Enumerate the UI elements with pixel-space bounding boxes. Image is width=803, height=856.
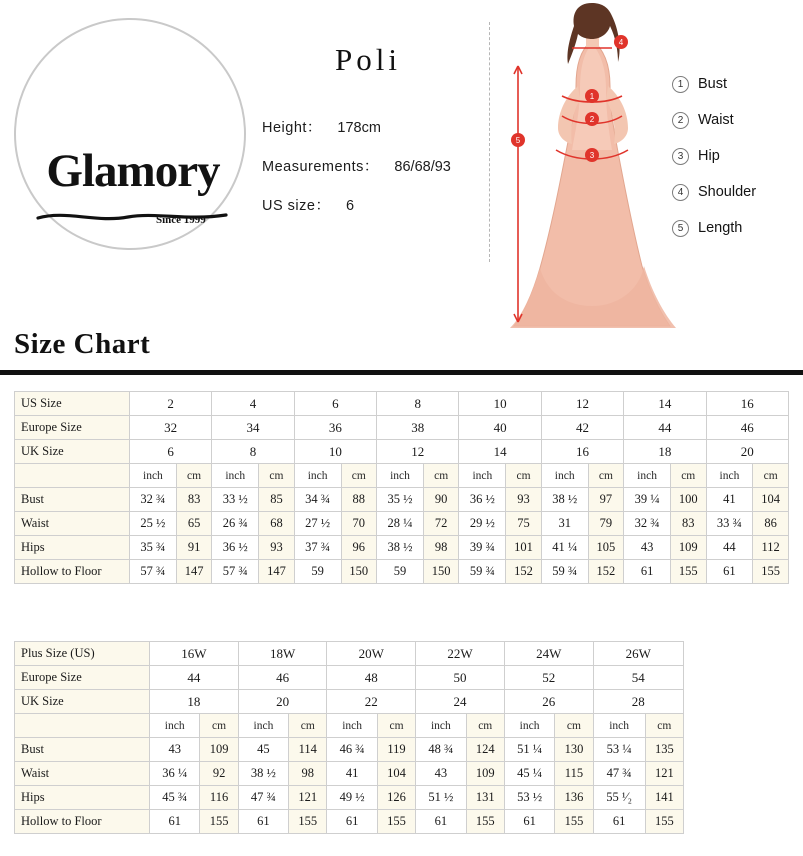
cell: 35 ¾ <box>130 536 177 560</box>
size-chart-title: Size Chart <box>14 328 151 360</box>
cell: 141 <box>645 786 683 810</box>
cell: 2 <box>130 392 212 416</box>
cell: 54 <box>593 666 683 690</box>
cell: 97 <box>588 488 624 512</box>
table-row <box>15 392 789 416</box>
unit-cell: inch <box>212 464 259 488</box>
cell: 8 <box>377 392 459 416</box>
cell: 155 <box>377 810 415 834</box>
model-figure <box>500 0 690 335</box>
unit-cell: inch <box>294 464 341 488</box>
cell: 88 <box>341 488 377 512</box>
svg-text:3: 3 <box>589 151 595 160</box>
table-row <box>15 738 684 762</box>
cell: 57 ¾ <box>212 560 259 584</box>
cell: 55 ¹⁄₂ <box>593 786 645 810</box>
cell: 147 <box>259 560 295 584</box>
row-header-empty <box>15 464 130 488</box>
cell: 150 <box>341 560 377 584</box>
table-row-units <box>15 714 684 738</box>
cell: 109 <box>466 762 504 786</box>
spec-separator: ： <box>306 120 322 136</box>
cell: 147 <box>176 560 212 584</box>
row-header: Waist <box>15 512 130 536</box>
cell: 115 <box>555 762 593 786</box>
cell: 28 <box>593 690 683 714</box>
cell: 92 <box>200 762 238 786</box>
unit-cell: cm <box>259 464 295 488</box>
unit-cell: inch <box>327 714 377 738</box>
cell: 20 <box>238 690 327 714</box>
cell: 72 <box>423 512 459 536</box>
row-header: Hips <box>15 786 150 810</box>
unit-cell: inch <box>459 464 506 488</box>
cell: 135 <box>645 738 683 762</box>
cell: 48 ¾ <box>416 738 466 762</box>
brand-logo <box>14 18 250 254</box>
cell: 98 <box>289 762 327 786</box>
unit-cell: cm <box>423 464 459 488</box>
cell: 26 ¾ <box>212 512 259 536</box>
legend-item-waist <box>672 102 756 138</box>
table-row <box>15 440 789 464</box>
cell: 59 ¾ <box>459 560 506 584</box>
cell: 155 <box>670 560 706 584</box>
unit-cell: cm <box>377 714 415 738</box>
legend-label: Bust <box>698 76 728 92</box>
legend-number-icon: 2 <box>672 112 689 129</box>
cell: 16 <box>541 440 623 464</box>
cell: 37 ¾ <box>294 536 341 560</box>
spec-value: 6 <box>345 198 355 214</box>
legend-label: Hip <box>698 148 720 164</box>
cell: 35 ½ <box>377 488 424 512</box>
cell: 43 <box>416 762 466 786</box>
cell: 45 <box>238 738 288 762</box>
cell: 61 <box>238 810 288 834</box>
cell: 14 <box>459 440 541 464</box>
unit-cell: cm <box>555 714 593 738</box>
cell: 124 <box>466 738 504 762</box>
unit-cell: cm <box>341 464 377 488</box>
cell: 61 <box>327 810 377 834</box>
cell: 136 <box>555 786 593 810</box>
cell: 61 <box>416 810 466 834</box>
spec-value: 178cm <box>337 120 381 136</box>
product-model-name: Poli <box>335 42 401 77</box>
table-row <box>15 560 789 584</box>
cell: 68 <box>259 512 295 536</box>
cell: 91 <box>176 536 212 560</box>
legend-label: Shoulder <box>698 184 757 200</box>
cell: 16 <box>706 392 788 416</box>
cell: 32 ¾ <box>624 512 671 536</box>
cell: 49 ½ <box>327 786 377 810</box>
cell: 155 <box>555 810 593 834</box>
table-row <box>15 810 684 834</box>
cell: 33 ¾ <box>706 512 753 536</box>
cell: 16W <box>150 642 239 666</box>
cell: 42 <box>541 416 623 440</box>
cell: 33 ½ <box>212 488 259 512</box>
cell: 47 ¾ <box>593 762 645 786</box>
cell: 45 ¾ <box>150 786 200 810</box>
unit-cell: cm <box>289 714 327 738</box>
table-row <box>15 690 684 714</box>
legend-item-shoulder <box>672 174 756 210</box>
cell: 70 <box>341 512 377 536</box>
cell: 50 <box>416 666 505 690</box>
cell: 83 <box>176 488 212 512</box>
table-row <box>15 416 789 440</box>
unit-cell: inch <box>541 464 588 488</box>
cell: 155 <box>753 560 789 584</box>
legend-item-bust <box>672 66 756 102</box>
cell: 83 <box>670 512 706 536</box>
unit-cell: inch <box>377 464 424 488</box>
svg-text:4: 4 <box>618 38 624 47</box>
cell: 36 ½ <box>459 488 506 512</box>
cell: 20 <box>706 440 788 464</box>
cell: 59 ¾ <box>541 560 588 584</box>
cell: 36 ¼ <box>150 762 200 786</box>
cell: 44 <box>624 416 706 440</box>
legend-number-icon: 3 <box>672 148 689 165</box>
spec-value: 86/68/93 <box>394 159 451 175</box>
spec-row-measurements <box>262 155 451 176</box>
cell: 51 ¼ <box>504 738 554 762</box>
unit-cell: cm <box>176 464 212 488</box>
cell: 8 <box>212 440 294 464</box>
table-row <box>15 762 684 786</box>
unit-cell: cm <box>506 464 542 488</box>
model-illustration-icon <box>500 0 690 335</box>
cell: 34 ¾ <box>294 488 341 512</box>
cell: 79 <box>588 512 624 536</box>
svg-text:5: 5 <box>515 136 521 145</box>
cell: 22W <box>416 642 505 666</box>
title-rule-divider <box>0 370 803 375</box>
unit-cell: cm <box>200 714 238 738</box>
cell: 105 <box>588 536 624 560</box>
cell: 155 <box>645 810 683 834</box>
row-header: Bust <box>15 488 130 512</box>
cell: 53 ½ <box>504 786 554 810</box>
cell: 53 ¼ <box>593 738 645 762</box>
cell: 22 <box>327 690 416 714</box>
cell: 38 <box>377 416 459 440</box>
spec-label: US size <box>262 198 316 214</box>
cell: 59 <box>294 560 341 584</box>
cell: 119 <box>377 738 415 762</box>
legend-number-icon: 4 <box>672 184 689 201</box>
unit-cell: inch <box>238 714 288 738</box>
cell: 41 <box>706 488 753 512</box>
cell: 41 ¼ <box>541 536 588 560</box>
row-header: Plus Size (US) <box>15 642 150 666</box>
cell: 126 <box>377 786 415 810</box>
cell: 61 <box>150 810 200 834</box>
table-row-units <box>15 464 789 488</box>
unit-cell: cm <box>670 464 706 488</box>
cell: 46 ¾ <box>327 738 377 762</box>
row-header: UK Size <box>15 440 130 464</box>
row-header: US Size <box>15 392 130 416</box>
unit-cell: inch <box>130 464 177 488</box>
cell: 39 ¾ <box>459 536 506 560</box>
cell: 18W <box>238 642 327 666</box>
cell: 114 <box>289 738 327 762</box>
cell: 26 <box>504 690 593 714</box>
legend-number-icon: 5 <box>672 220 689 237</box>
cell: 96 <box>341 536 377 560</box>
cell: 57 ¾ <box>130 560 177 584</box>
unit-cell: inch <box>150 714 200 738</box>
row-header: Hollow to Floor <box>15 560 130 584</box>
table-row <box>15 786 684 810</box>
spec-row-us-size <box>262 194 451 215</box>
cell: 36 ½ <box>212 536 259 560</box>
cell: 152 <box>588 560 624 584</box>
cell: 24W <box>504 642 593 666</box>
cell: 61 <box>504 810 554 834</box>
cell: 12 <box>377 440 459 464</box>
unit-cell: cm <box>588 464 624 488</box>
cell: 109 <box>670 536 706 560</box>
spec-label: Measurements <box>262 159 364 175</box>
legend-label: Waist <box>698 112 734 128</box>
cell: 14 <box>624 392 706 416</box>
legend-item-hip <box>672 138 756 174</box>
cell: 32 ¾ <box>130 488 177 512</box>
cell: 152 <box>506 560 542 584</box>
cell: 39 ¼ <box>624 488 671 512</box>
table-row <box>15 488 789 512</box>
cell: 100 <box>670 488 706 512</box>
cell: 34 <box>212 416 294 440</box>
header-banner <box>0 0 803 335</box>
cell: 20W <box>327 642 416 666</box>
unit-cell: inch <box>706 464 753 488</box>
cell: 10 <box>459 392 541 416</box>
cell: 93 <box>506 488 542 512</box>
svg-text:1: 1 <box>589 92 595 101</box>
spec-label: Height <box>262 120 307 136</box>
cell: 155 <box>200 810 238 834</box>
cell: 44 <box>150 666 239 690</box>
cell: 36 <box>294 416 376 440</box>
row-header: Waist <box>15 762 150 786</box>
cell: 65 <box>176 512 212 536</box>
row-header-empty <box>15 714 150 738</box>
legend-number-icon: 1 <box>672 76 689 93</box>
row-header: UK Size <box>15 690 150 714</box>
legend-item-length <box>672 210 756 246</box>
cell: 46 <box>238 666 327 690</box>
cell: 98 <box>423 536 459 560</box>
cell: 109 <box>200 738 238 762</box>
cell: 31 <box>541 512 588 536</box>
cell: 26W <box>593 642 683 666</box>
unit-cell: cm <box>753 464 789 488</box>
row-header: Bust <box>15 738 150 762</box>
cell: 112 <box>753 536 789 560</box>
brand-name: Glamory <box>46 145 220 197</box>
row-header: Hollow to Floor <box>15 810 150 834</box>
cell: 41 <box>327 762 377 786</box>
cell: 104 <box>377 762 415 786</box>
table-row <box>15 666 684 690</box>
cell: 93 <box>259 536 295 560</box>
cell: 116 <box>200 786 238 810</box>
cell: 150 <box>423 560 459 584</box>
svg-text:2: 2 <box>589 115 595 124</box>
cell: 28 ¼ <box>377 512 424 536</box>
cell: 44 <box>706 536 753 560</box>
cell: 59 <box>377 560 424 584</box>
cell: 4 <box>212 392 294 416</box>
cell: 155 <box>466 810 504 834</box>
brand-since: Since 1999 <box>156 214 206 226</box>
cell: 18 <box>150 690 239 714</box>
row-header: Hips <box>15 536 130 560</box>
cell: 61 <box>593 810 645 834</box>
cell: 43 <box>624 536 671 560</box>
cell: 38 ½ <box>377 536 424 560</box>
spec-separator: ： <box>363 159 379 175</box>
cell: 29 ½ <box>459 512 506 536</box>
legend-label: Length <box>698 220 743 236</box>
unit-cell: inch <box>416 714 466 738</box>
cell: 38 ½ <box>238 762 288 786</box>
cell: 61 <box>706 560 753 584</box>
vertical-divider <box>489 22 491 262</box>
spec-row-height <box>262 116 451 137</box>
cell: 18 <box>624 440 706 464</box>
cell: 38 ½ <box>541 488 588 512</box>
row-header: Europe Size <box>15 666 150 690</box>
cell: 45 ¼ <box>504 762 554 786</box>
cell: 52 <box>504 666 593 690</box>
cell: 121 <box>645 762 683 786</box>
cell: 61 <box>624 560 671 584</box>
cell: 10 <box>294 440 376 464</box>
row-header: Europe Size <box>15 416 130 440</box>
cell: 155 <box>289 810 327 834</box>
plus-size-table <box>14 641 684 834</box>
cell: 51 ½ <box>416 786 466 810</box>
unit-cell: inch <box>624 464 671 488</box>
cell: 6 <box>130 440 212 464</box>
unit-cell: cm <box>645 714 683 738</box>
cell: 75 <box>506 512 542 536</box>
cell: 32 <box>130 416 212 440</box>
cell: 40 <box>459 416 541 440</box>
standard-size-table <box>14 391 789 584</box>
cell: 6 <box>294 392 376 416</box>
cell: 25 ½ <box>130 512 177 536</box>
unit-cell: cm <box>466 714 504 738</box>
cell: 24 <box>416 690 505 714</box>
cell: 46 <box>706 416 788 440</box>
table-row <box>15 536 789 560</box>
cell: 90 <box>423 488 459 512</box>
cell: 85 <box>259 488 295 512</box>
cell: 48 <box>327 666 416 690</box>
cell: 130 <box>555 738 593 762</box>
table-row <box>15 642 684 666</box>
cell: 12 <box>541 392 623 416</box>
cell: 131 <box>466 786 504 810</box>
unit-cell: inch <box>593 714 645 738</box>
product-specs <box>262 116 451 233</box>
unit-cell: inch <box>504 714 554 738</box>
cell: 104 <box>753 488 789 512</box>
cell: 43 <box>150 738 200 762</box>
cell: 47 ¾ <box>238 786 288 810</box>
cell: 27 ½ <box>294 512 341 536</box>
table-row <box>15 512 789 536</box>
measurement-legend <box>672 66 756 246</box>
cell: 121 <box>289 786 327 810</box>
cell: 86 <box>753 512 789 536</box>
spec-separator: ： <box>315 198 330 214</box>
cell: 101 <box>506 536 542 560</box>
